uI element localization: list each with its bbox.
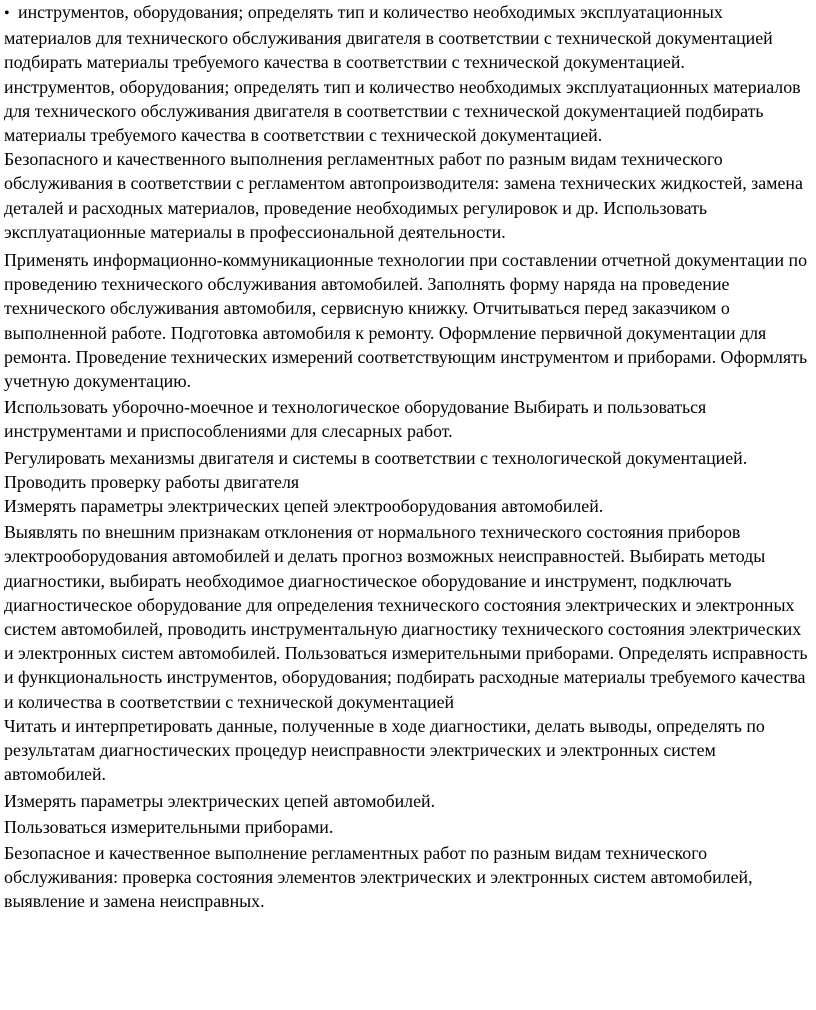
paragraph-6: Регулировать механизмы двигателя и системы в соответствии с технологической документацией. Проводить проверку работы двигателя [4, 447, 748, 492]
bullet-icon: • [4, 5, 10, 22]
paragraph-1 [4, 0, 810, 75]
paragraph-3: Безопасного и качественного выполнения регламентных работ по разным видам технического обслуживания в соответствии с регламентом автопроизводителя: замена технических жидкостей, замена деталей и расходных материалов, проведение необходимых регулировок и др. Использовать эксплуатационные материалы в профессиональной деятельности. [4, 149, 803, 242]
paragraph-5: Использовать уборочно-моечное и технологическое оборудование Выбирать и пользоваться инструментами и приспособлениями для слесарных работ. [4, 397, 707, 442]
paragraph-10: Измерять параметры электрических цепей автомобилей. [4, 790, 436, 811]
paragraph-9: Читать и интерпретировать данные, полученные в ходе диагностики, делать выводы, определять по результатам диагностических процедур неисправности электрических и электронных систем автомобилей. [4, 715, 765, 785]
paragraph-12: Безопасное и качественное выполнение регламентных работ по разным видам технического обслуживания: проверка состояния элементов электрических и электронных систем автомобилей, выявление и замена неисправных. [4, 842, 753, 912]
paragraph-8: Выявлять по внешним признакам отклонения от нормального технического состояния приборов электрооборудования автомобилей и делать прогноз возможных неисправностей. Выбирать методы диагностики, выбирать необходимое диагностическое оборудование и инструмент, подключать диагностическое оборудование для определения технического состояния электрических и электронных систем автомобилей, проводить инструментальную диагностику технического состояния электрических и электронных систем автомобилей. Пользоваться измерительными приборами. Определять исправность и функциональность инструментов, оборудования; подбирать расходные материалы требуемого качества и количества в соответствии с технической документацией [4, 522, 808, 712]
paragraph-11: Пользоваться измерительными приборами. [4, 816, 334, 837]
paragraph-4: Применять информационно-коммуникационные технологии при составлении отчетной документации по проведению технического обслуживания автомобилей. Заполнять форму наряда на проведение технического обслуживания автомобиля, сервисную книжку. Отчитываться перед заказчиком о выполненной работе. Подготовка автомобиля к ремонту. Оформление первичной документации для ремонта. Проведение технических измерений соответствующим инструментом и приборами. Оформлять учетную документацию. [4, 250, 808, 392]
paragraph-2: инструментов, оборудования; определять тип и количество необходимых эксплуатационных материалов для технического обслуживания двигателя в соответствии с технической документацией подбирать материалы требуемого качества в соответствии с технической документацией. [4, 76, 801, 146]
paragraph-1-text: инструментов, оборудования; определять тип и количество необходимых эксплуатационных материалов для технического обслуживания двигателя в соответствии с технической документацией подбирать материалы требуемого качества в соответствии с технической документацией. [4, 2, 773, 73]
paragraph-7: Измерять параметры электрических цепей электрооборудования автомобилей. [4, 496, 604, 517]
